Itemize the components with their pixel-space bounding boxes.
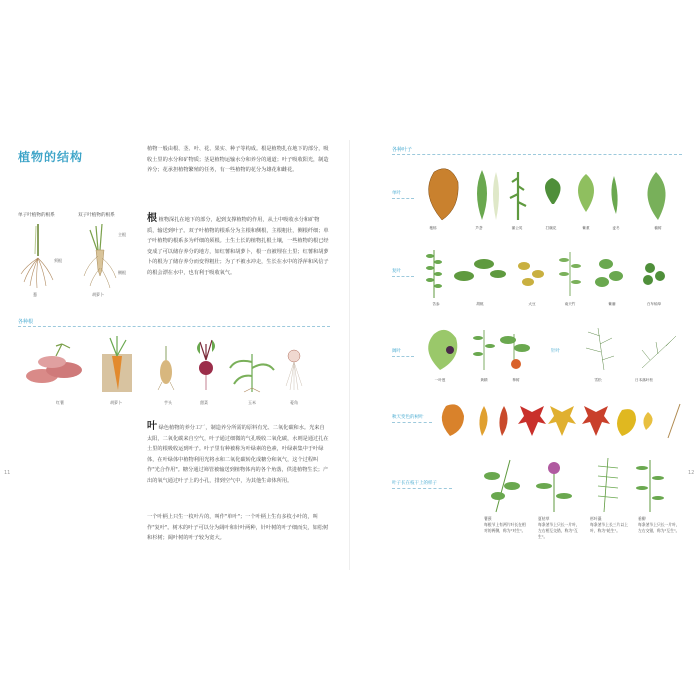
intro-paragraph: 植物一般由根、茎、叶、花、果实、种子等构成。根是植物扎在地下的部分，吸收土里的水分和矿物质；茎是植物运输水分和养分的通道；叶子吸收阳光，制造养分；花承担植物繁殖的任务，有一些植物的花分为雄花和雌花。 xyxy=(147,146,329,173)
compound-label-1: 苦参 xyxy=(432,302,440,306)
compound-label-5: 紫藤 xyxy=(608,302,616,306)
section-root-forms: 各种根 xyxy=(18,319,34,325)
taro-illustration xyxy=(154,344,178,392)
row-label-autumn: 秋天变色的树叶 xyxy=(392,415,424,420)
leaf-label-3: 蒲公英 xyxy=(511,226,523,230)
root-dropcap: 根 xyxy=(147,213,157,224)
row-underline-simple xyxy=(392,198,414,199)
root-form-label-1: 红薯 xyxy=(56,400,64,405)
leaf-arrangement-illustration xyxy=(474,456,674,514)
leaf-types-paragraph: 一个叶柄上只生一枚叶片的，叫作"单叶"；一个叶柄上生有多枚小叶的，叫作"复叶"。树木的叶子可以分为阔叶和针叶两种，针叶树的叶子细而尖，如松树和杉树；阔叶树的叶子较为宽大。 xyxy=(147,514,329,541)
arrangement-note-4-text: 每条茎节上只长一片叶，左右交错，称为"互生"。 xyxy=(638,522,680,533)
arrangement-note-4-title: 垂柳 xyxy=(638,516,646,521)
corn-illustration xyxy=(226,348,276,392)
page-number-right: 12 xyxy=(688,470,695,476)
row-underline-autumn xyxy=(392,422,432,423)
root-type-label-1: 葱 xyxy=(33,292,37,297)
row-label-broad: 阔叶 xyxy=(392,349,401,354)
leaf-label-1: 枹栎 xyxy=(429,226,437,230)
root-form-label-4: 甜菜 xyxy=(200,400,208,405)
root-form-label-6: 菱角 xyxy=(290,400,298,405)
sweet-potato-illustration xyxy=(22,342,88,392)
broad-needle-leaves-illustration xyxy=(420,324,682,374)
root-type-heading-2: 双子叶植物的根系 xyxy=(78,213,115,218)
arrangement-note-1-title: 薯蓣 xyxy=(484,516,492,521)
row-underline-broad xyxy=(392,356,414,357)
arrangement-note-2-title: 夏枯草 xyxy=(538,516,550,521)
compound-leaves-illustration xyxy=(420,246,680,302)
arrangement-note-3-title: 杉叶藻 xyxy=(590,516,602,521)
root-type-label-2: 胡萝卜 xyxy=(92,292,104,297)
simple-leaves-illustration xyxy=(420,164,680,224)
section-divider-right xyxy=(392,154,682,155)
root-tag-lateral: 侧根 xyxy=(118,270,126,275)
leaf-dropcap: 叶 xyxy=(147,421,157,432)
compound-label-2: 胡桃 xyxy=(476,302,484,306)
tap-root-illustration xyxy=(80,224,120,292)
row-underline-arrangement xyxy=(392,488,452,489)
fibrous-root-illustration xyxy=(18,222,58,292)
section-divider-left xyxy=(18,326,330,327)
page-gutter xyxy=(349,140,350,570)
broad-label-2: 黄精 xyxy=(480,378,488,382)
leaf-paragraph-text: 绿色植物的养分工厂，制造养分所需的原料有光、二氧化碳和水。光来自太阳，二氧化碳来自空气，叶子通过细微的气孔吸收二氧化碳，水则是通过扎在土里的根吸收运到叶子。叶子里有种被称为叶绿素的色素，叶绿素集中于叶绿体，在叶绿体中植物利用光将水和二氧化碳转化成糖分和氧气，这个过程叫作"光合作用"。糖分通过筛管被输送到植物体内的各个角落，供进植物生长；产出的氧气通过叶子上的小孔，排到空气中，为其他生命体所用。 xyxy=(147,425,329,484)
root-form-label-5: 玉米 xyxy=(248,400,256,405)
root-paragraph-text: 植物深扎在地下的部分，起到支撑植物的作用，从土中吸收水分和矿物质，输送到叶子。双子叶植物的根系分为主根和侧根，主根粗壮，侧根纤细；单子叶植物的根系多为纤细的须根。土生土长的植物扎根土壤，一些植物的根已经变成了可以储存养分的地方，如红薯和胡萝卜，根一直被埋在土里；红薯和胡萝卜的根为了储存养分而变得粗壮；为了不被水冲走，生长在水中的浮萍和风信子的根会漂在水中，也有利于吸收氧气。 xyxy=(147,217,329,276)
beet-illustration xyxy=(192,338,220,392)
autumn-leaves-illustration xyxy=(436,400,682,440)
row-label-needle: 针叶 xyxy=(551,349,560,354)
leaf-label-2: 芦荟 xyxy=(475,226,483,230)
arrangement-note-4 xyxy=(638,516,682,534)
compound-label-4: 南天竹 xyxy=(564,302,576,306)
carrot-illustration xyxy=(100,336,134,392)
root-type-heading-1: 单子叶植物的根系 xyxy=(18,213,55,218)
row-label-compound: 复叶 xyxy=(392,269,401,274)
page-number-left: 11 xyxy=(4,470,11,476)
leaf-label-5: 紫堇 xyxy=(582,226,590,230)
section-leaf-types: 各种叶子 xyxy=(392,147,413,153)
leaf-label-6: 麦冬 xyxy=(612,226,620,230)
compound-label-3: 大豆 xyxy=(528,302,536,306)
compound-label-6: 白车轴草 xyxy=(646,302,662,306)
arrangement-note-2 xyxy=(538,516,582,540)
leaf-paragraph xyxy=(147,422,329,486)
root-form-label-2: 胡萝卜 xyxy=(110,400,122,405)
needle-label-1: 雪松 xyxy=(594,378,602,382)
water-chestnut-illustration xyxy=(282,346,306,392)
leaf-label-7: 榆树 xyxy=(654,226,662,230)
arrangement-note-2-text: 每条茎节上只长一片叶，左右相互交错，称为"互生"。 xyxy=(538,522,580,539)
row-label-arrangement: 叶子长在枝干上的样子 xyxy=(392,481,437,486)
row-label-simple: 单叶 xyxy=(392,191,401,196)
row-underline-compound xyxy=(392,276,414,277)
broad-label-1: 一叶莲 xyxy=(434,378,446,382)
page-title: 植物的结构 xyxy=(18,150,84,164)
arrangement-note-1 xyxy=(484,516,528,534)
arrangement-note-3-text: 每条茎节上长三片以上叶，称为"轮生"。 xyxy=(590,522,628,533)
leaf-label-4: 打碗花 xyxy=(545,226,557,230)
needle-label-2: 日本落叶松 xyxy=(635,378,653,382)
broad-label-3: 柿树 xyxy=(512,378,520,382)
root-paragraph xyxy=(147,214,329,278)
arrangement-note-1-text: 每根节上有两片叶长在相对的两侧，称为"对生"。 xyxy=(484,522,526,533)
root-tag-fibrous: 须根 xyxy=(54,258,62,263)
root-tag-main: 主根 xyxy=(118,232,126,237)
arrangement-note-3 xyxy=(590,516,632,534)
root-form-label-3: 芋头 xyxy=(164,400,172,405)
